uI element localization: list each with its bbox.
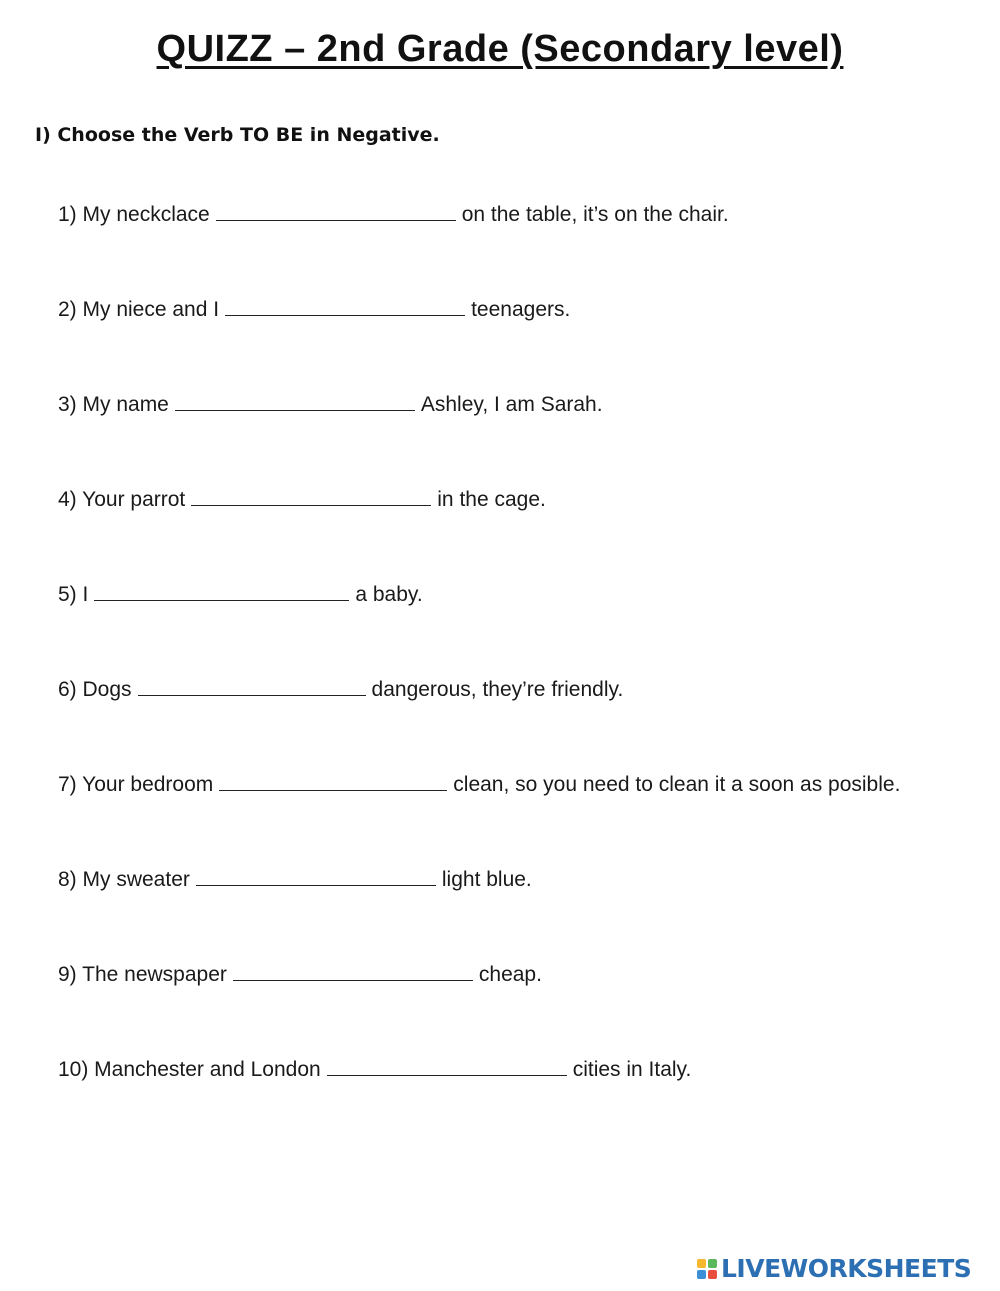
answer-blank[interactable]	[196, 865, 436, 886]
question-item-7	[58, 770, 978, 865]
question-prefix: 3) My name	[58, 393, 169, 416]
question-item-2	[58, 295, 978, 390]
page-title: QUIZZ – 2nd Grade (Secondary level)	[156, 28, 844, 70]
question-suffix: on the table, it’s on the chair.	[461, 203, 729, 226]
question-item-9	[58, 960, 978, 1055]
answer-blank[interactable]	[191, 485, 431, 506]
answer-blank[interactable]	[327, 1055, 567, 1076]
question-prefix: 5) I	[58, 583, 89, 606]
question-item-6	[58, 675, 978, 770]
logo-text: LIVEWORKSHEETS	[721, 1254, 972, 1283]
logo-block-icon	[708, 1259, 717, 1268]
question-prefix: 9) The newspaper	[58, 963, 227, 986]
question-prefix: 6) Dogs	[58, 678, 132, 701]
question-suffix: cheap.	[478, 963, 542, 986]
question-prefix: 1) My neckclace	[58, 203, 210, 226]
answer-blank[interactable]	[94, 580, 349, 601]
question-item-4	[58, 485, 978, 580]
question-item-3	[58, 390, 978, 485]
logo-block-icon	[697, 1270, 706, 1279]
question-suffix: a baby.	[355, 583, 423, 606]
question-list	[58, 200, 978, 1150]
answer-blank[interactable]	[216, 200, 456, 221]
question-suffix: Ashley, I am Sarah.	[420, 393, 603, 416]
question-prefix: 8) My sweater	[58, 868, 190, 891]
question-suffix: clean, so you need to clean it a soon as posible.	[453, 773, 901, 796]
logo-block-icon	[708, 1270, 717, 1279]
answer-blank[interactable]	[225, 295, 465, 316]
question-suffix: in the cage.	[437, 488, 546, 511]
section-heading: I) Choose the Verb TO BE in Negative.	[35, 124, 440, 146]
answer-blank[interactable]	[233, 960, 473, 981]
question-item-10	[58, 1055, 978, 1150]
question-prefix: 7) Your bedroom	[58, 773, 214, 796]
question-item-8	[58, 865, 978, 960]
question-suffix: cities in Italy.	[572, 1058, 692, 1081]
question-prefix: 4) Your parrot	[58, 488, 186, 511]
answer-blank[interactable]	[138, 675, 366, 696]
question-item-1	[58, 200, 978, 295]
question-prefix: 2) My niece and I	[58, 298, 220, 321]
logo-block-icon	[697, 1259, 706, 1268]
liveworksheets-logo-icon	[697, 1259, 717, 1279]
question-suffix: dangerous, they’re friendly.	[371, 678, 624, 701]
question-item-5	[58, 580, 978, 675]
question-suffix: teenagers.	[471, 298, 571, 321]
answer-blank[interactable]	[175, 390, 415, 411]
question-suffix: light blue.	[441, 868, 532, 891]
question-prefix: 10) Manchester and London	[58, 1058, 321, 1081]
liveworksheets-logo	[697, 1254, 971, 1283]
answer-blank[interactable]	[219, 770, 447, 791]
